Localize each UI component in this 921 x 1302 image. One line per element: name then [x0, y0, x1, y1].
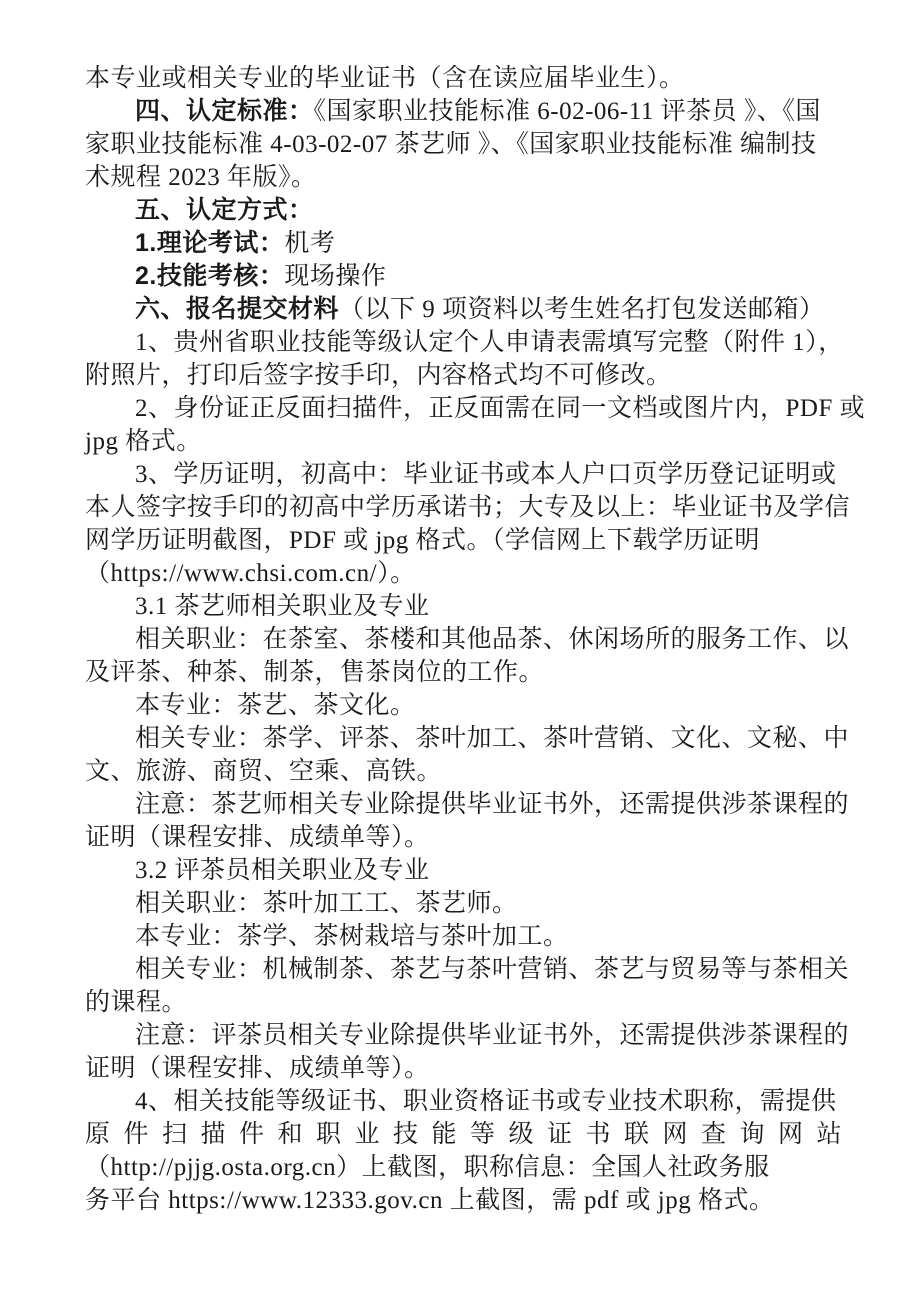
- text-segment: 术规程 2023 年版》。: [85, 164, 317, 191]
- line-13: [85, 458, 855, 491]
- line-30: [85, 1019, 855, 1052]
- text-segment: 注意：茶艺师相关专业除提供毕业证书外，还需提供涉茶课程的: [135, 791, 850, 818]
- text-segment: 网学历证明截图，PDF 或 jpg 格式。（学信网上下载学历证明: [85, 527, 761, 554]
- text-segment: 相关职业：在茶室、茶楼和其他品茶、休闲场所的服务工作、以: [135, 626, 850, 653]
- line-07-skill-exam: [85, 260, 855, 293]
- text-segment: 附照片，打印后签字按手印，内容格式均不可修改。: [85, 362, 672, 389]
- text-segment: 相关专业：机械制茶、茶艺与茶叶营销、茶艺与贸易等与茶相关: [135, 956, 850, 983]
- line-23: [85, 788, 855, 821]
- text-segment: 相关专业：茶学、评茶、茶叶加工、茶叶营销、文化、文秘、中: [135, 725, 850, 752]
- line-25-subsection-32-heading: [85, 854, 855, 887]
- line-31: [85, 1052, 855, 1085]
- text-segment: 相关职业：茶叶加工工、茶艺师。: [135, 890, 518, 917]
- text-segment: 现场操作: [284, 263, 387, 290]
- line-28: [85, 953, 855, 986]
- line-35-12333-url: [85, 1184, 855, 1217]
- line-15: [85, 524, 855, 557]
- text-segment: （http://pjjg.osta.org.cn）上截图，职称信息：全国人社政务服: [85, 1154, 770, 1181]
- text-segment: 机考: [284, 230, 336, 257]
- bold-segment: 六、报名提交材料: [135, 295, 340, 323]
- line-34-osta-url: [85, 1151, 855, 1184]
- text-segment: 的课程。: [85, 989, 188, 1016]
- line-16-chsi-url: [85, 557, 855, 590]
- line-20: [85, 689, 855, 722]
- line-08-section-6-heading: [85, 293, 855, 326]
- text-segment: jpg 格式。: [85, 428, 202, 455]
- text-segment: 3.2 评茶员相关职业及专业: [135, 857, 430, 884]
- line-04: [85, 161, 855, 194]
- text-segment: （https://www.chsi.com.cn/）。: [85, 560, 416, 587]
- text-segment: 《国家职业技能标准 6-02-06-11 评茶员 》、《国: [313, 98, 821, 125]
- text-segment: 注意：评茶员相关专业除提供毕业证书外，还需提供涉茶课程的: [135, 1022, 850, 1049]
- text-segment: 证明（课程安排、成绩单等）。: [85, 1055, 430, 1082]
- line-01: [85, 62, 855, 95]
- text-segment: 文、旅游、商贸、空乘、高铁。: [85, 758, 443, 785]
- line-12: [85, 425, 855, 458]
- text-segment: 2、身份证正反面扫描件，正反面需在同一文档或图片内，PDF 或: [135, 395, 866, 422]
- line-17-subsection-31-heading: [85, 590, 855, 623]
- line-02-section-4-heading: [85, 95, 855, 128]
- line-26: [85, 887, 855, 920]
- text-segment: 证明（课程安排、成绩单等）。: [85, 824, 430, 851]
- text-segment: 本专业：茶学、茶树栽培与茶叶加工。: [135, 923, 569, 950]
- bold-segment: 五、认定方式：: [135, 196, 314, 224]
- line-27: [85, 920, 855, 953]
- line-05-section-5-heading: [85, 194, 855, 227]
- text-segment: 本人签字按手印的初高中学历承诺书；大专及以上：毕业证书及学信: [85, 494, 851, 521]
- text-segment: （以下 9 项资料以考生姓名打包发送邮箱）: [339, 296, 825, 323]
- text-segment: 务平台 https://www.12333.gov.cn 上截图，需 pdf 或 jpg 格式。: [85, 1187, 775, 1214]
- line-32: [85, 1085, 855, 1118]
- text-segment: 4、相关技能等级证书、职业资格证书或专业技术职称，需提供: [135, 1088, 837, 1115]
- text-segment: 及评茶、种茶、制茶，售茶岗位的工作。: [85, 659, 545, 686]
- line-22: [85, 755, 855, 788]
- line-14: [85, 491, 855, 524]
- text-segment: 原件扫描件和职业技能等级证书联网查询网站: [85, 1121, 856, 1148]
- line-29: [85, 986, 855, 1019]
- line-24: [85, 821, 855, 854]
- bold-segment: 四、认定标准：: [135, 97, 314, 125]
- text-segment: 3、学历证明，初高中：毕业证书或本人户口页学历登记证明或: [135, 461, 837, 488]
- line-09: [85, 326, 855, 359]
- text-segment: 本专业：茶艺、茶文化。: [135, 692, 416, 719]
- line-21: [85, 722, 855, 755]
- line-19: [85, 656, 855, 689]
- text-segment: 3.1 茶艺师相关职业及专业: [135, 593, 430, 620]
- text-segment: 家职业技能标准 4-03-02-07 茶艺师 》、《国家职业技能标准 编制技: [85, 131, 817, 158]
- text-segment: 本专业或相关专业的毕业证书（含在读应届毕业生）。: [85, 65, 685, 92]
- line-18: [85, 623, 855, 656]
- line-03: [85, 128, 855, 161]
- text-segment: 1、贵州省职业技能等级认定个人申请表需填写完整（附件 1），: [135, 329, 844, 356]
- line-11: [85, 392, 866, 425]
- line-33-justified: [85, 1118, 855, 1151]
- bold-segment: 2.技能考核：: [135, 262, 285, 290]
- bold-segment: 1.理论考试：: [135, 229, 285, 257]
- line-06-theory-exam: [85, 227, 855, 260]
- line-10: [85, 359, 855, 392]
